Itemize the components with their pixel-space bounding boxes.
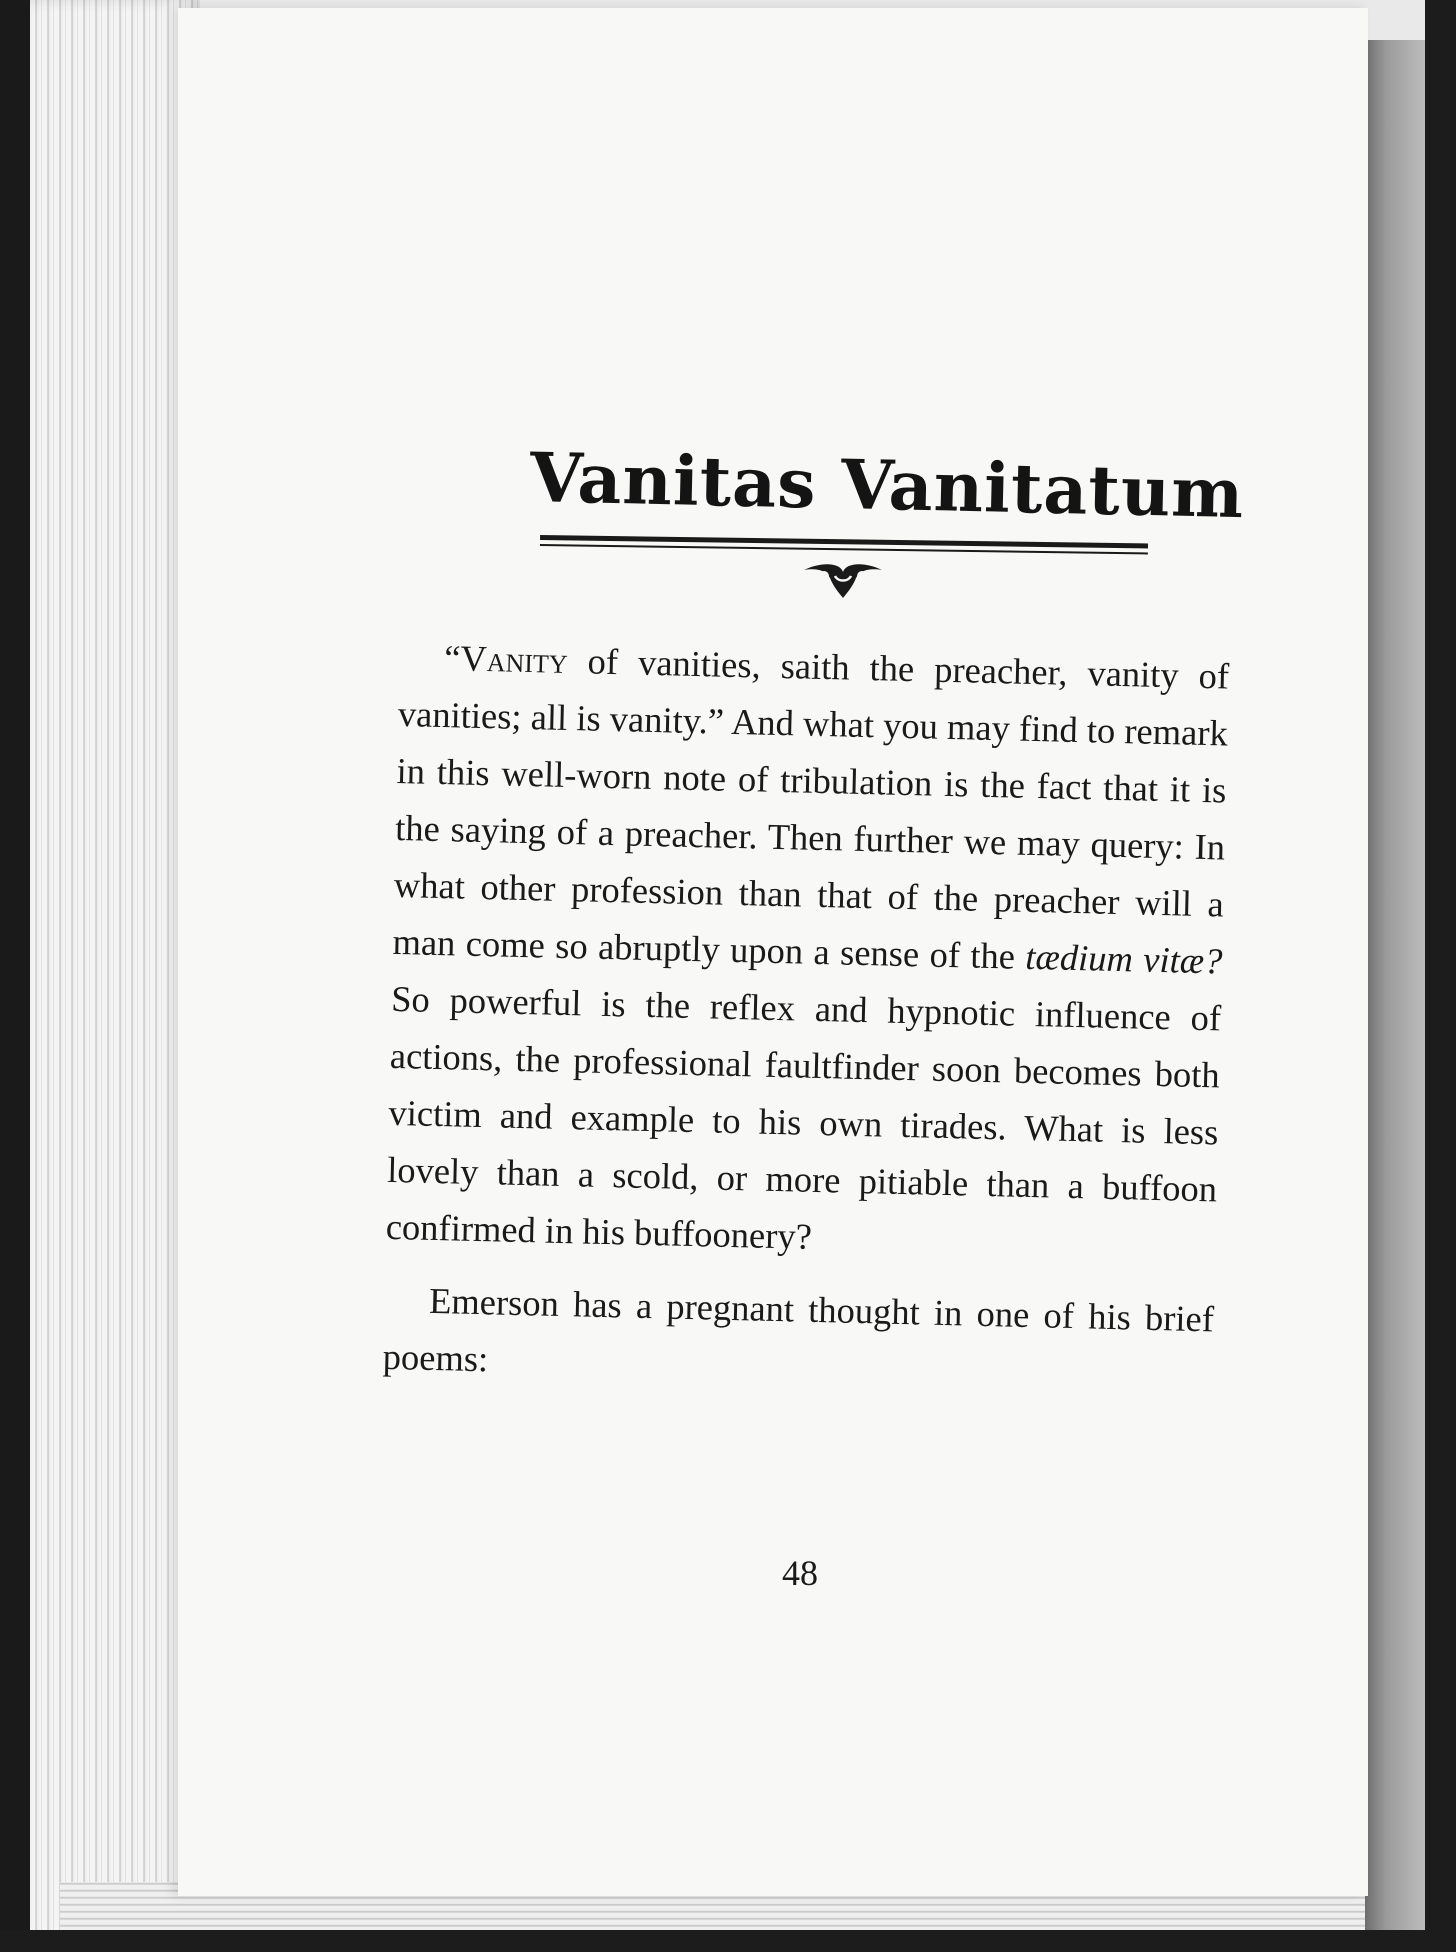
open-quote: “ (443, 637, 461, 679)
fleuron-ornament-icon (800, 560, 886, 602)
lead-word: Vanity (460, 637, 569, 681)
chapter-title: Vanitas Vanitatum (529, 438, 1246, 535)
gutter-shadow (1365, 40, 1425, 1930)
paragraph-1-text-b: So powerful is the reflex and hypnotic influence of actions, the professional faultfinder soon becomes both victim and example to his own tirades. What is less lovely than a scold, or more pitiable than a buffoon confirmed in his buffoonery? (385, 977, 1222, 1257)
body-text (382, 628, 1230, 1404)
bottom-backdrop (0, 1930, 1456, 1952)
paragraph-1 (385, 628, 1230, 1274)
page-edges (30, 0, 200, 1952)
page-number: 48 (782, 1553, 818, 1593)
paragraph-1-text-a: of vanities, saith the preacher, vanity of vanities; all is vanity.” And what you may find to remark in this well-worn note of tribulation is the fact that it is the saying of a preacher. Then further we may query: In what other profession than that of the preacher will a man come so abruptly upon a sense of the (392, 639, 1230, 977)
right-backdrop (1425, 0, 1456, 1952)
paragraph-2: Emerson has a pregnant thought in one of his brief poems: (382, 1279, 1215, 1380)
latin-phrase: tædium vitæ? (1024, 935, 1223, 982)
